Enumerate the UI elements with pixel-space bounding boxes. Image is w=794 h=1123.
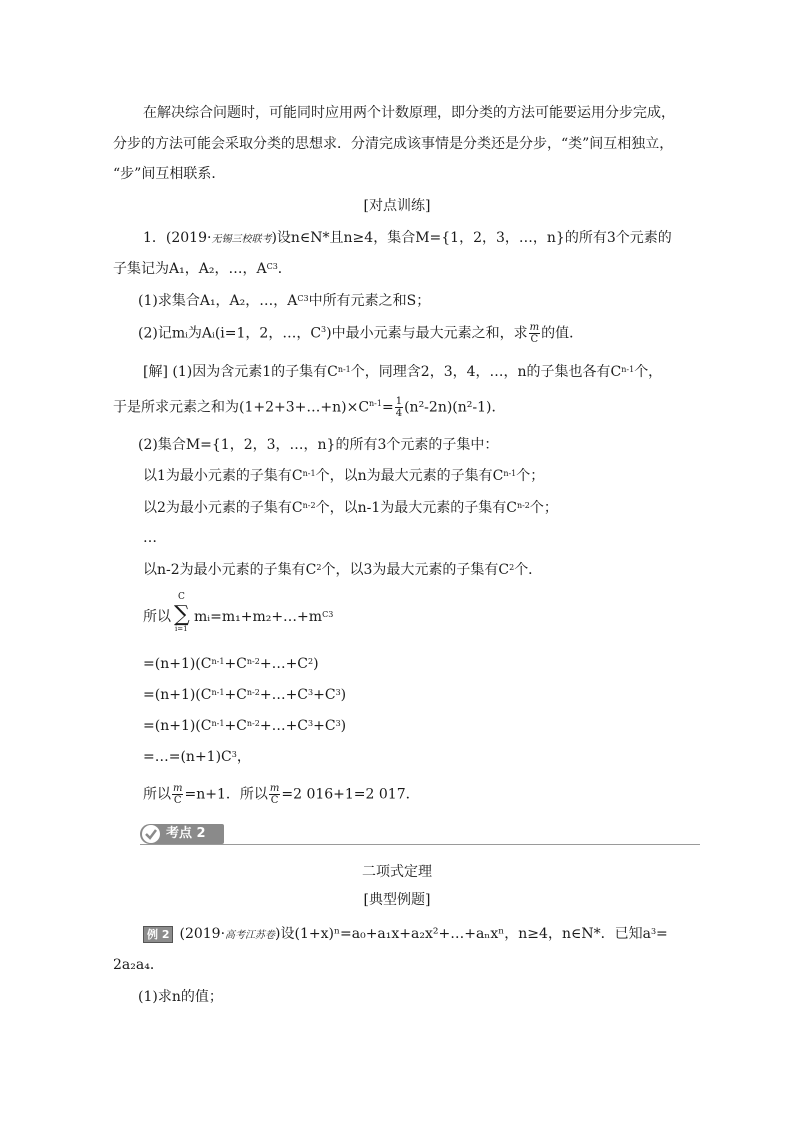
equation-line-4: $=\dots=(n+1)C^3$，: [143, 749, 251, 765]
solution-line-5: 以2为最小元素的子集有$C^{n-2}$个，以n-1为最大元素的子集有$C^{n-2}$个；: [143, 500, 558, 516]
equation-line-2: $=(n+1)(C^{n-1}+C^{n-2}+\dots+C^3+C^3)$: [143, 687, 347, 703]
equation-line-1: $=(n+1)(C^{n-1}+C^{n-2}+\dots+C^2)$: [143, 656, 319, 672]
example-tag: 例 2: [143, 926, 173, 943]
solution-final: 所以 $\frac{m}{C}$ =n+1．所以 $\frac{m}{C}$ =2 016+1=2 017．: [143, 783, 420, 806]
example2-line-1: 例 2 (2019·高考江苏卷)设(1+x)ⁿ=a₀+a₁x+a₂x²+…+aₙxⁿ，n≥4，n∈N*．已知$a^3=$: [143, 924, 668, 946]
fraction: $\frac{1}{4}$: [395, 396, 403, 419]
solution-line-7: 以n-2为最小元素的子集有$C^2$个，以3为最大元素的子集有$C^2$个．: [143, 562, 543, 578]
solution-line-1: [解] (1)因为含元素1的子集有$C^{n-1}$个，同理含2，3，4，…，n的子集也各有$C^{n-1}$个，: [143, 364, 663, 380]
section-header-bar: [140, 824, 700, 846]
section-badge: [140, 824, 224, 844]
problem1-line-1: 1．(2019·无锡三校联考)设n∈N*且n≥4，集合M={1，2，3，…，n}的所有3个元素的: [143, 230, 672, 246]
section-title: 二项式定理: [362, 864, 432, 880]
section-subtitle: [典型例题]: [363, 892, 431, 908]
intro-line-1: 在解决综合问题时，可能同时应用两个计数原理，即分类的方法可能要运用分步完成，: [143, 105, 675, 121]
solution-line-4: 以1为最小元素的子集有$C^{n-1}$个，以n为最大元素的子集有$C^{n-1}$个；: [143, 468, 545, 484]
fraction: $\frac{m}{C}$: [269, 783, 280, 806]
intro-line-2: 分步的方法可能会采取分类的思想求．分清完成该事情是分类还是分步，“类”间互相独立，: [113, 136, 674, 152]
section-divider: [140, 844, 700, 845]
problem1-q2: (2)记mᵢ为Aᵢ(i=1，2，…，$C^3$)中最小元素与最大元素之和，求 $\frac{m}{C}$ 的值．: [138, 322, 584, 345]
problem1-q1: (1)求集合A₁，A₂，…，$A^{C3}$中所有元素之和S；: [138, 293, 431, 309]
solution-line-8: $mᵢ=m_1+m_2+\dots+m^{C3}$: [194, 609, 334, 625]
example2-line-2: 2a₂a₄．: [113, 957, 164, 973]
training-header: [对点训练]: [363, 198, 431, 214]
check-icon: [142, 825, 160, 843]
problem1-line-2: 子集记为A₁，A₂，…，$A^{C3}$．: [113, 261, 292, 277]
equation-line-3: $=(n+1)(C^{n-1}+C^{n-2}+\dots+C^3+C^3)$: [143, 718, 347, 734]
solution-line-8-prefix: 所以: [143, 609, 171, 625]
section-badge-label: 考点 2: [166, 826, 206, 841]
fraction: $\frac{m}{C}$: [173, 783, 183, 806]
fraction: $\frac{m}{C}$: [529, 322, 540, 345]
problem1-source: 无锡三校联考: [211, 234, 272, 245]
solution-line-2: 于是所求元素之和为$(1+2+3+\dots+n)\times C^{n-1}=$ $\frac{1}{4}$ (n²-2n)(n²-1)．: [113, 396, 506, 419]
example2-q1: (1)求n的值；: [138, 989, 223, 1005]
example2-source: 高考江苏卷: [225, 930, 276, 941]
solution-line-6: …: [143, 530, 157, 546]
solution-line-3: (2)集合M={1，2，3，…，n}的所有3个元素的子集中：: [138, 437, 499, 453]
intro-line-3: “步”间互相联系．: [113, 166, 226, 182]
